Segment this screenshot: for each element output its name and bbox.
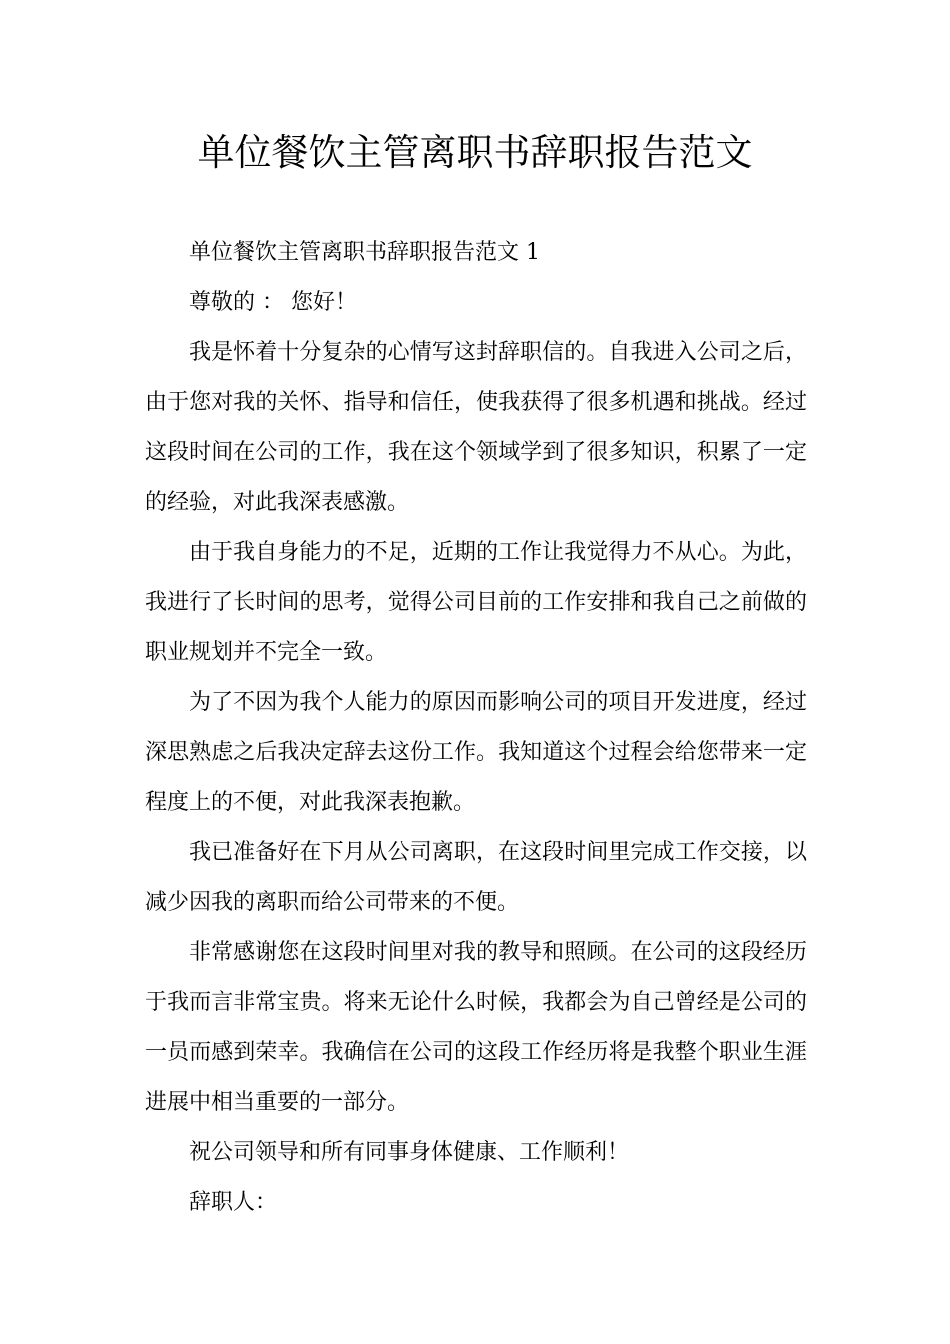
salutation: 尊敬的 ： 您好！ [189, 290, 357, 315]
document-body [145, 228, 807, 1228]
body-paragraph: 为了不因为我个人能力的原因而影响公司的项目开发进度，经过深思熟虑之后我决定辞去这份工作。我知道这个过程会给您带来一定程度上的不便，对此我深表抱歉。 [145, 690, 807, 815]
section-heading: 单位餐饮主管离职书辞职报告范文 1 [189, 240, 540, 265]
document-title: 单位餐饮主管离职书辞职报告范文 [197, 131, 753, 174]
body-paragraph: 由于我自身能力的不足，近期的工作让我觉得力不从心。为此，我进行了长时间的思考，觉得公司目前的工作安排和我自己之前做的职业规划并不完全一致。 [145, 540, 807, 665]
signature-line: 辞职人： [189, 1190, 278, 1215]
body-paragraph: 非常感谢您在这段时间里对我的教导和照顾。在公司的这段经历于我而言非常宝贵。将来无论什么时候，我都会为自己曾经是公司的一员而感到荣幸。我确信在公司的这段工作经历将是我整个职业生涯进展中相当重要的一部分。 [145, 940, 807, 1115]
body-paragraph: 我已准备好在下月从公司离职，在这段时间里完成工作交接，以减少因我的离职而给公司带来的不便。 [145, 840, 807, 915]
body-paragraph: 我是怀着十分复杂的心情写这封辞职信的。自我进入公司之后，由于您对我的关怀、指导和信任，使我获得了很多机遇和挑战。经过这段时间在公司的工作，我在这个领域学到了很多知识，积累了一定的经验，对此我深表感激。 [145, 340, 807, 515]
closing-wishes: 祝公司领导和所有同事身体健康、工作顺利！ [189, 1140, 630, 1165]
